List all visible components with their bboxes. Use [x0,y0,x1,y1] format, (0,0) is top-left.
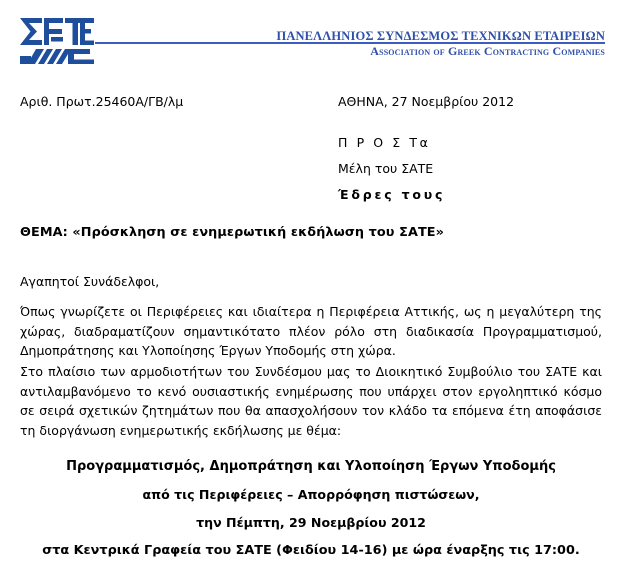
body-paragraph-1: Όπως γνωρίζετε οι Περιφέρειες και ιδιαίτερα η Περιφέρεια Αττικής, ως η μεγαλύτερη της χώρας, διαδραματίζουν σημαντικότατο πλέον ρόλο στη διαδικασία Προγραμματισμού, Δημοπράτησης και Υλοποίησης Έργων Υποδομής στη χώρα. [20,304,602,358]
sate-logo [18,16,96,66]
place-and-date: ΑΘΗΝΑ, 27 Νοεμβρίου 2012 [338,94,515,109]
subject-line: ΘΕΜΑ: «Πρόσκληση σε ενημερωτική εκδήλωση του ΣΑΤΕ» [20,225,444,240]
event-venue: στα Κεντρικά Γραφεία του ΣΑΤΕ (Φειδίου 14-16) με ώρα έναρξης τις 17:00. [42,543,580,558]
org-name-greek: ΠΑΝΕΛΛΗΝΙΟΣ ΣΥΝΔΕΣΜΟΣ ΤΕΧΝΙΚΩΝ ΕΤΑΙΡΕΙΩΝ [276,29,605,43]
recipient-block [338,130,445,208]
recipient-members: Μέλη του ΣΑΤΕ [338,161,434,176]
reference-number: Αριθ. Πρωτ.25460Α/ΓΒ/λμ [20,94,184,109]
event-date: την Πέμπτη, 29 Νοεμβρίου 2012 [196,515,426,530]
body-paragraph-2: Στο πλαίσιο των αρμοδιοτήτων του Συνδέσμου μας το Διοικητικό Συμβούλιο του ΣΑΤΕ και αντιλαμβανόμενο το κενό ουσιαστικής ενημέρωσης που υπάρχει στον εργοληπτικό κόσμο σε σειρά σχετικών ζητημάτων που θα απασχολήσουν τον κλάδο τα επόμενα έτη αποφάσισε τη διοργάνωση ενημερωτικής εκδήλωσης με θέμα: [20,364,602,438]
org-name-english: Association of Greek Contracting Companies [370,44,605,58]
recipient-to-label: Π Ρ Ο Σ Τα [338,135,431,150]
letterhead [0,0,621,76]
event-details [20,453,602,565]
organization-names [276,28,605,59]
salutation: Αγαπητοί Συνάδελφοι, [20,274,160,289]
recipient-seat: Έδρες τους [338,187,446,202]
event-title-line-2: από τις Περιφέρειες – Απορρόφηση πιστώσεων, [142,487,480,502]
event-title-line-1: Προγραμματισμός, Δημοπράτηση και Υλοποίηση Έργων Υποδομής [66,459,556,474]
